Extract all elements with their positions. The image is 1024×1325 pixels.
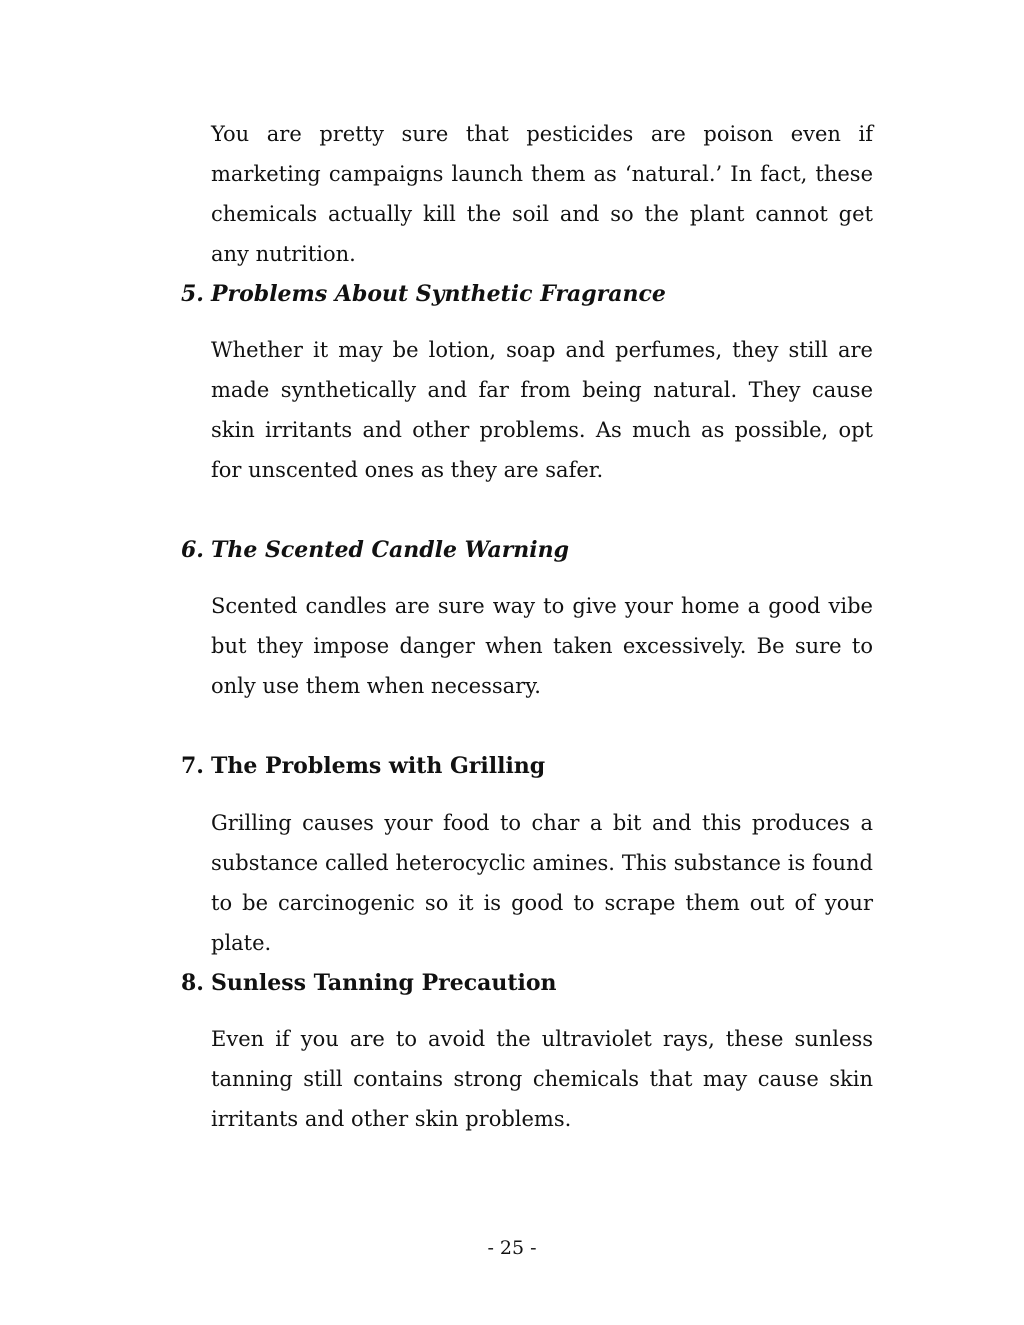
section-title: The Problems with Grilling xyxy=(211,753,546,779)
page-number: - 25 - xyxy=(487,1237,537,1259)
section-body-8: Even if you are to avoid the ultraviolet rays, these sunless tanning still contains strong chemicals that may cause skin irritants and other skin problems. xyxy=(211,1027,873,1131)
section-heading-6 xyxy=(181,535,873,565)
section-heading-8 xyxy=(181,968,873,998)
section-heading-5 xyxy=(181,279,873,309)
section-title: The Scented Candle Warning xyxy=(211,537,570,563)
section-body-7: Grilling causes your food to char a bit and this produces a substance called heterocyclic amines. This substance is found to be carcinogenic so it is good to scrape them out of your plate. xyxy=(211,811,873,955)
section-number: 5. xyxy=(181,281,204,307)
section-body-6: Scented candles are sure way to give your home a good vibe but they impose danger when taken excessively. Be sure to only use them when necessary. xyxy=(211,594,873,698)
intro-paragraph: You are pretty sure that pesticides are poison even if marketing campaigns launch them as ‘natural.’ In fact, these chemicals actually kill the soil and so the plant cannot get any nutrition. xyxy=(211,122,873,266)
section-number: 8. xyxy=(181,970,204,996)
section-body-5: Whether it may be lotion, soap and perfumes, they still are made synthetically and far from being natural. They cause skin irritants and other problems. As much as possible, opt for unscented ones as they are safer. xyxy=(211,338,873,482)
section-heading-7 xyxy=(181,751,873,781)
section-title: Problems About Synthetic Fragrance xyxy=(211,281,666,307)
section-number: 6. xyxy=(181,537,204,563)
section-number: 7. xyxy=(181,753,204,779)
section-title: Sunless Tanning Precaution xyxy=(211,970,557,996)
